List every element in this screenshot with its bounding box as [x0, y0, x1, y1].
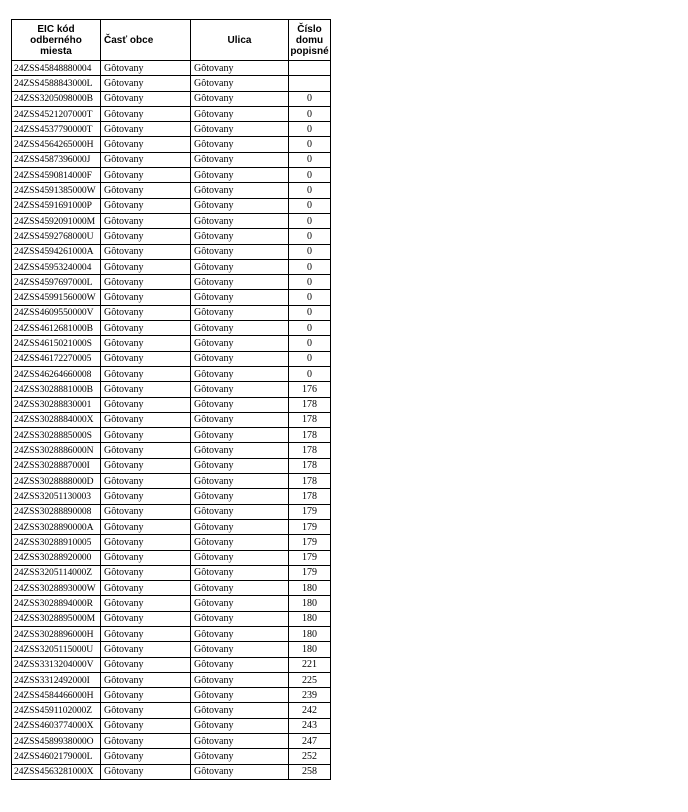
eic-cell: 24ZSS4612681000B [12, 321, 101, 336]
table-row [12, 718, 331, 733]
ulica-cell: Gôtovany [191, 581, 289, 596]
cislo-domu-cell: 0 [289, 321, 331, 336]
cast-obce-cell: Gôtovany [101, 458, 191, 473]
table-row [12, 458, 331, 473]
cislo-domu-cell [289, 76, 331, 91]
ulica-cell: Gôtovany [191, 275, 289, 290]
eic-cell: 24ZSS4521207000T [12, 106, 101, 121]
table-row [12, 183, 331, 198]
ulica-cell: Gôtovany [191, 535, 289, 550]
table-row [12, 76, 331, 91]
header-cast-obce: Časť obce [101, 20, 191, 61]
cast-obce-cell: Gôtovany [101, 290, 191, 305]
cislo-domu-cell: 225 [289, 672, 331, 687]
cislo-domu-cell: 247 [289, 734, 331, 749]
ulica-cell: Gôtovany [191, 198, 289, 213]
eic-cell: 24ZSS3028888000D [12, 474, 101, 489]
eic-cell: 24ZSS4584466000H [12, 688, 101, 703]
table-body [12, 61, 331, 780]
eic-cell: 24ZSS46172270005 [12, 351, 101, 366]
table-row [12, 596, 331, 611]
table-row [12, 305, 331, 320]
table-row [12, 734, 331, 749]
cislo-domu-cell: 180 [289, 626, 331, 641]
cast-obce-cell: Gôtovany [101, 229, 191, 244]
cast-obce-cell: Gôtovany [101, 749, 191, 764]
table-row [12, 91, 331, 106]
eic-cell: 24ZSS4602179000L [12, 749, 101, 764]
table-row [12, 259, 331, 274]
ulica-cell: Gôtovany [191, 106, 289, 121]
cast-obce-cell: Gôtovany [101, 382, 191, 397]
cislo-domu-cell: 243 [289, 718, 331, 733]
cast-obce-cell: Gôtovany [101, 106, 191, 121]
table-row [12, 61, 331, 76]
cislo-domu-cell: 0 [289, 259, 331, 274]
cislo-domu-cell: 0 [289, 336, 331, 351]
cast-obce-cell: Gôtovany [101, 611, 191, 626]
ulica-cell: Gôtovany [191, 489, 289, 504]
cislo-domu-cell: 180 [289, 596, 331, 611]
cislo-domu-cell: 0 [289, 229, 331, 244]
cislo-domu-cell: 0 [289, 91, 331, 106]
cislo-domu-cell: 0 [289, 152, 331, 167]
eic-cell: 24ZSS4564265000H [12, 137, 101, 152]
table-row [12, 642, 331, 657]
ulica-cell: Gôtovany [191, 443, 289, 458]
eic-cell: 24ZSS4609550000V [12, 305, 101, 320]
cast-obce-cell: Gôtovany [101, 198, 191, 213]
eic-cell: 24ZSS32051130003 [12, 489, 101, 504]
ulica-cell: Gôtovany [191, 504, 289, 519]
table-row [12, 168, 331, 183]
table-row [12, 519, 331, 534]
table-row [12, 152, 331, 167]
cast-obce-cell: Gôtovany [101, 183, 191, 198]
table-row [12, 351, 331, 366]
cast-obce-cell: Gôtovany [101, 672, 191, 687]
cislo-domu-cell: 179 [289, 565, 331, 580]
eic-cell: 24ZSS3028896000H [12, 626, 101, 641]
cast-obce-cell: Gôtovany [101, 152, 191, 167]
table-row [12, 504, 331, 519]
ulica-cell: Gôtovany [191, 596, 289, 611]
cislo-domu-cell: 0 [289, 198, 331, 213]
table-row [12, 137, 331, 152]
table-row [12, 764, 331, 779]
cislo-domu-cell: 252 [289, 749, 331, 764]
ulica-cell: Gôtovany [191, 550, 289, 565]
eic-cell: 24ZSS4592091000M [12, 213, 101, 228]
eic-cell: 24ZSS4588843000L [12, 76, 101, 91]
cast-obce-cell: Gôtovany [101, 642, 191, 657]
cast-obce-cell: Gôtovany [101, 91, 191, 106]
ulica-cell: Gôtovany [191, 259, 289, 274]
eic-cell: 24ZSS4591102000Z [12, 703, 101, 718]
ulica-cell: Gôtovany [191, 657, 289, 672]
cislo-domu-cell: 0 [289, 122, 331, 137]
ulica-cell: Gôtovany [191, 626, 289, 641]
eic-cell: 24ZSS4590814000F [12, 168, 101, 183]
cast-obce-cell: Gôtovany [101, 168, 191, 183]
eic-cell: 24ZSS4592768000U [12, 229, 101, 244]
ulica-cell: Gôtovany [191, 305, 289, 320]
ulica-cell: Gôtovany [191, 183, 289, 198]
eic-cell: 24ZSS30288910005 [12, 535, 101, 550]
ulica-cell: Gôtovany [191, 91, 289, 106]
cast-obce-cell: Gôtovany [101, 76, 191, 91]
table-row [12, 412, 331, 427]
table-row [12, 106, 331, 121]
eic-cell: 24ZSS4615021000S [12, 336, 101, 351]
ulica-cell: Gôtovany [191, 137, 289, 152]
ulica-cell: Gôtovany [191, 351, 289, 366]
eic-cell: 24ZSS3028886000N [12, 443, 101, 458]
ulica-cell: Gôtovany [191, 764, 289, 779]
table-row [12, 565, 331, 580]
cast-obce-cell: Gôtovany [101, 321, 191, 336]
cislo-domu-cell: 180 [289, 581, 331, 596]
table-row [12, 290, 331, 305]
cast-obce-cell: Gôtovany [101, 213, 191, 228]
ulica-cell: Gôtovany [191, 336, 289, 351]
eic-cell: 24ZSS4537790000T [12, 122, 101, 137]
cast-obce-cell: Gôtovany [101, 519, 191, 534]
cislo-domu-cell: 178 [289, 397, 331, 412]
cast-obce-cell: Gôtovany [101, 734, 191, 749]
table-row [12, 535, 331, 550]
cislo-domu-cell: 0 [289, 213, 331, 228]
cast-obce-cell: Gôtovany [101, 550, 191, 565]
ulica-cell: Gôtovany [191, 703, 289, 718]
ulica-cell: Gôtovany [191, 244, 289, 259]
ulica-cell: Gôtovany [191, 168, 289, 183]
eic-cell: 24ZSS3205114000Z [12, 565, 101, 580]
eic-cell: 24ZSS3028893000W [12, 581, 101, 596]
cislo-domu-cell: 179 [289, 519, 331, 534]
cast-obce-cell: Gôtovany [101, 137, 191, 152]
cislo-domu-cell [289, 61, 331, 76]
cislo-domu-cell: 180 [289, 611, 331, 626]
cast-obce-cell: Gôtovany [101, 428, 191, 443]
cislo-domu-cell: 176 [289, 382, 331, 397]
cislo-domu-cell: 178 [289, 428, 331, 443]
cislo-domu-cell: 0 [289, 137, 331, 152]
eic-cell: 24ZSS30288920000 [12, 550, 101, 565]
header-cislo-domu: Číslo domu popisné [289, 20, 331, 61]
table-row [12, 489, 331, 504]
table-row [12, 443, 331, 458]
cast-obce-cell: Gôtovany [101, 703, 191, 718]
table-row [12, 275, 331, 290]
ulica-cell: Gôtovany [191, 61, 289, 76]
cast-obce-cell: Gôtovany [101, 657, 191, 672]
eic-cell: 24ZSS3205098000B [12, 91, 101, 106]
eic-cell: 24ZSS4587396000J [12, 152, 101, 167]
ulica-cell: Gôtovany [191, 734, 289, 749]
ulica-cell: Gôtovany [191, 76, 289, 91]
cast-obce-cell: Gôtovany [101, 565, 191, 580]
cislo-domu-cell: 178 [289, 412, 331, 427]
cast-obce-cell: Gôtovany [101, 412, 191, 427]
ulica-cell: Gôtovany [191, 519, 289, 534]
cislo-domu-cell: 180 [289, 642, 331, 657]
ulica-cell: Gôtovany [191, 474, 289, 489]
cast-obce-cell: Gôtovany [101, 474, 191, 489]
ulica-cell: Gôtovany [191, 428, 289, 443]
table-row [12, 229, 331, 244]
cast-obce-cell: Gôtovany [101, 581, 191, 596]
cast-obce-cell: Gôtovany [101, 122, 191, 137]
cislo-domu-cell: 242 [289, 703, 331, 718]
eic-cell: 24ZSS3205115000U [12, 642, 101, 657]
ulica-cell: Gôtovany [191, 382, 289, 397]
cast-obce-cell: Gôtovany [101, 351, 191, 366]
cast-obce-cell: Gôtovany [101, 397, 191, 412]
table-row [12, 703, 331, 718]
cast-obce-cell: Gôtovany [101, 596, 191, 611]
cast-obce-cell: Gôtovany [101, 535, 191, 550]
table-row [12, 122, 331, 137]
eic-cell: 24ZSS4591385000W [12, 183, 101, 198]
cislo-domu-cell: 0 [289, 168, 331, 183]
ulica-cell: Gôtovany [191, 611, 289, 626]
table-row [12, 428, 331, 443]
ulica-cell: Gôtovany [191, 152, 289, 167]
ulica-cell: Gôtovany [191, 412, 289, 427]
ulica-cell: Gôtovany [191, 213, 289, 228]
eic-cell: 24ZSS3028884000X [12, 412, 101, 427]
cast-obce-cell: Gôtovany [101, 61, 191, 76]
eic-cell: 24ZSS3028881000B [12, 382, 101, 397]
cast-obce-cell: Gôtovany [101, 489, 191, 504]
ulica-cell: Gôtovany [191, 565, 289, 580]
ulica-cell: Gôtovany [191, 458, 289, 473]
eic-cell: 24ZSS4589938000O [12, 734, 101, 749]
eic-cell: 24ZSS4597697000L [12, 275, 101, 290]
table-row [12, 336, 331, 351]
cast-obce-cell: Gôtovany [101, 244, 191, 259]
eic-cell: 24ZSS30288890008 [12, 504, 101, 519]
ulica-cell: Gôtovany [191, 290, 289, 305]
eic-cell: 24ZSS4591691000P [12, 198, 101, 213]
eic-cell: 24ZSS3028890000A [12, 519, 101, 534]
cislo-domu-cell: 179 [289, 535, 331, 550]
table-row [12, 657, 331, 672]
cislo-domu-cell: 239 [289, 688, 331, 703]
table-row [12, 244, 331, 259]
cast-obce-cell: Gôtovany [101, 259, 191, 274]
cislo-domu-cell: 0 [289, 351, 331, 366]
cast-obce-cell: Gôtovany [101, 764, 191, 779]
cislo-domu-cell: 178 [289, 443, 331, 458]
cislo-domu-cell: 0 [289, 244, 331, 259]
header-eic: EIC kód odberného miesta [12, 20, 101, 61]
cislo-domu-cell: 178 [289, 458, 331, 473]
cast-obce-cell: Gôtovany [101, 275, 191, 290]
cislo-domu-cell: 258 [289, 764, 331, 779]
cislo-domu-cell: 0 [289, 290, 331, 305]
ulica-cell: Gôtovany [191, 749, 289, 764]
cast-obce-cell: Gôtovany [101, 366, 191, 381]
table-row [12, 366, 331, 381]
eic-cell: 24ZSS3028887000I [12, 458, 101, 473]
eic-cell: 24ZSS3028895000M [12, 611, 101, 626]
eic-cell: 24ZSS3028885000S [12, 428, 101, 443]
eic-cell: 24ZSS4563281000X [12, 764, 101, 779]
cislo-domu-cell: 0 [289, 305, 331, 320]
eic-cell: 24ZSS3313204000V [12, 657, 101, 672]
eic-cell: 24ZSS45953240004 [12, 259, 101, 274]
ulica-cell: Gôtovany [191, 366, 289, 381]
cast-obce-cell: Gôtovany [101, 626, 191, 641]
cislo-domu-cell: 0 [289, 275, 331, 290]
cast-obce-cell: Gôtovany [101, 443, 191, 458]
ulica-cell: Gôtovany [191, 642, 289, 657]
header-row [12, 20, 331, 61]
cast-obce-cell: Gôtovany [101, 305, 191, 320]
cislo-domu-cell: 179 [289, 504, 331, 519]
ulica-cell: Gôtovany [191, 718, 289, 733]
cislo-domu-cell: 0 [289, 106, 331, 121]
eic-cell: 24ZSS3312492000I [12, 672, 101, 687]
cislo-domu-cell: 0 [289, 183, 331, 198]
cislo-domu-cell: 0 [289, 366, 331, 381]
eic-cell: 24ZSS4603774000X [12, 718, 101, 733]
table-row [12, 626, 331, 641]
table-row [12, 213, 331, 228]
eic-cell: 24ZSS4599156000W [12, 290, 101, 305]
eic-cell: 24ZSS4594261000A [12, 244, 101, 259]
cislo-domu-cell: 221 [289, 657, 331, 672]
ulica-cell: Gôtovany [191, 672, 289, 687]
ulica-cell: Gôtovany [191, 122, 289, 137]
eic-cell: 24ZSS3028894000R [12, 596, 101, 611]
table-row [12, 198, 331, 213]
ulica-cell: Gôtovany [191, 688, 289, 703]
cast-obce-cell: Gôtovany [101, 336, 191, 351]
table-header [12, 20, 331, 61]
eic-cell: 24ZSS45848880004 [12, 61, 101, 76]
cislo-domu-cell: 178 [289, 489, 331, 504]
cislo-domu-cell: 179 [289, 550, 331, 565]
table-row [12, 581, 331, 596]
cast-obce-cell: Gôtovany [101, 688, 191, 703]
cislo-domu-cell: 178 [289, 474, 331, 489]
ulica-cell: Gôtovany [191, 321, 289, 336]
ulica-cell: Gôtovany [191, 397, 289, 412]
ulica-cell: Gôtovany [191, 229, 289, 244]
table-row [12, 382, 331, 397]
table-row [12, 611, 331, 626]
table-row [12, 397, 331, 412]
table-row [12, 474, 331, 489]
eic-cell: 24ZSS46264660008 [12, 366, 101, 381]
table-row [12, 550, 331, 565]
table-row [12, 688, 331, 703]
table-row [12, 321, 331, 336]
cast-obce-cell: Gôtovany [101, 718, 191, 733]
eic-cell: 24ZSS30288830001 [12, 397, 101, 412]
cast-obce-cell: Gôtovany [101, 504, 191, 519]
table-row [12, 749, 331, 764]
table-row [12, 672, 331, 687]
header-ulica: Ulica [191, 20, 289, 61]
eic-table [11, 19, 331, 780]
